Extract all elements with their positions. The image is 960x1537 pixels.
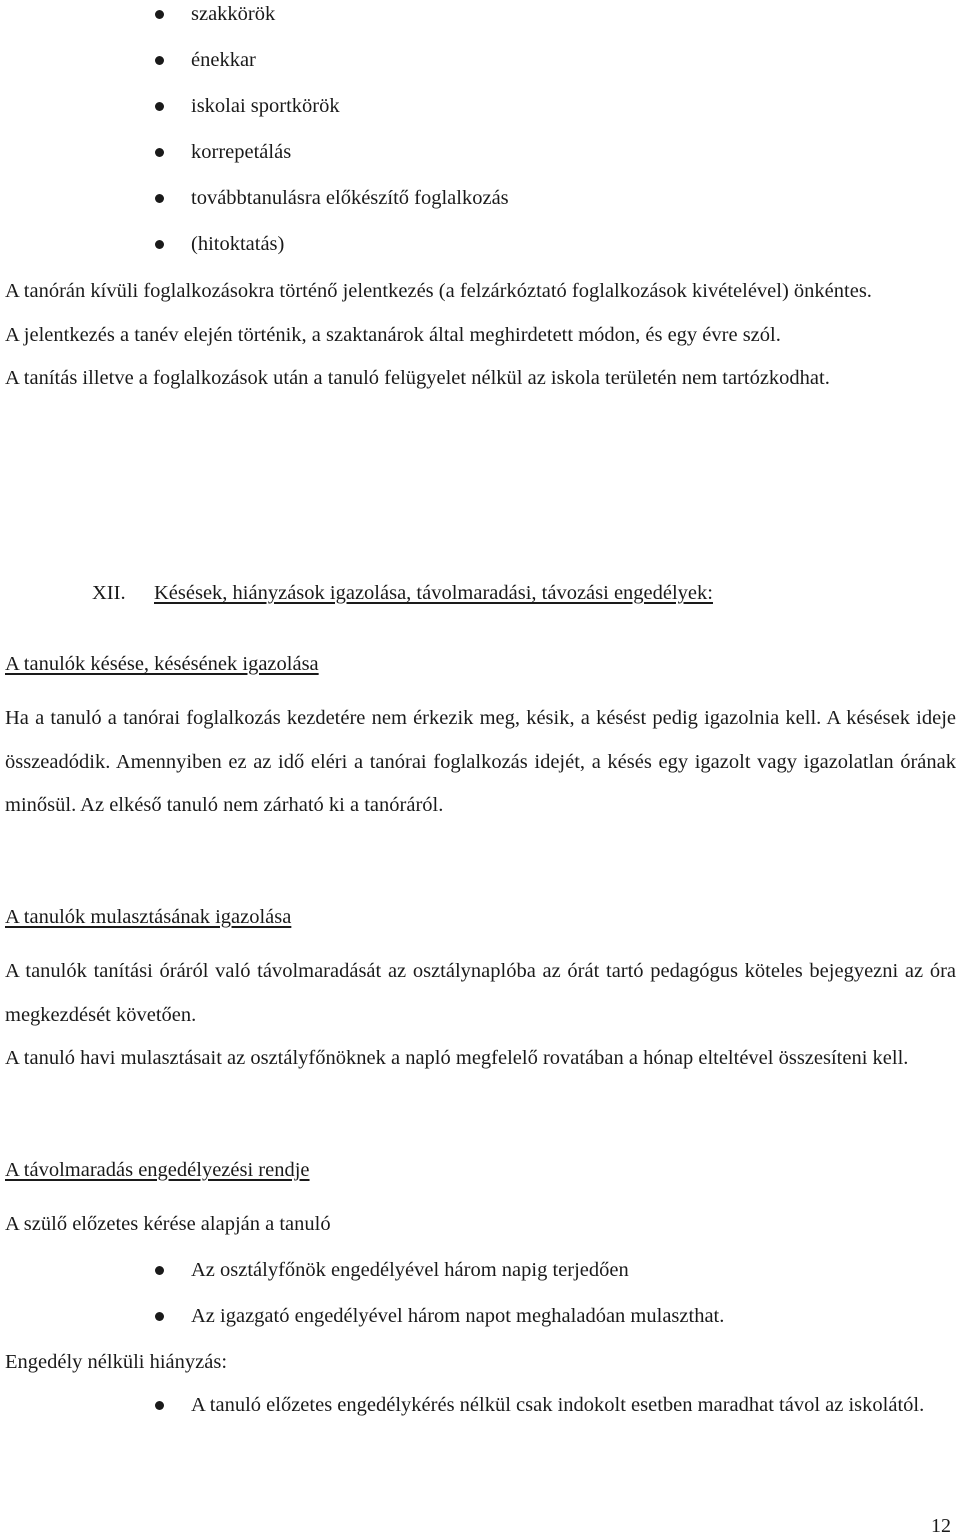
unauthorized-list <box>5 1384 956 1428</box>
permission-heading: A távolmaradás engedélyezési rendje <box>5 1159 310 1181</box>
list-item: (hitoktatás) <box>5 230 956 276</box>
list-item: korrepetálás <box>5 138 956 184</box>
page-number: 12 <box>931 1515 951 1537</box>
document-page <box>5 0 956 1537</box>
lateness-heading: A tanulók késése, késésének igazolása <box>5 653 319 675</box>
list-item: A tanuló előzetes engedélykérés nélkül csak indokolt esetben maradhat távol az iskolától. <box>5 1384 956 1428</box>
paragraph: A tanulók tanítási óráról való távolmaradását az osztálynaplóba az órát tartó pedagógus köteles bejegyezni az óra megkezdését követően. <box>5 960 956 1026</box>
absence-text-block <box>5 950 956 1081</box>
paragraph: A tanórán kívüli foglalkozásokra történő jelentkezés (a felzárkóztató foglalkozások kivételével) önkéntes. <box>5 280 872 302</box>
permission-intro: A szülő előzetes kérése alapján a tanuló <box>5 1213 331 1235</box>
paragraph: A tanítás illetve a foglalkozások után a tanuló felügyelet nélkül az iskola területén nem tartózkodhat. <box>5 367 830 389</box>
section-heading <box>92 579 713 607</box>
activities-list <box>5 0 956 276</box>
list-item: továbbtanulásra előkészítő foglalkozás <box>5 184 956 230</box>
list-item: iskolai sportkörök <box>5 92 956 138</box>
permission-list <box>5 1256 956 1348</box>
unauthorized-label: Engedély nélküli hiányzás: <box>5 1351 228 1373</box>
paragraph: A jelentkezés a tanév elején történik, a szaktanárok által meghirdetett módon, és egy évre szól. <box>5 323 781 346</box>
list-item: Az igazgató engedélyével három napot meghaladóan mulaszthat. <box>5 1302 956 1348</box>
list-item: Az osztályfőnök engedélyével három napig terjedően <box>5 1256 956 1302</box>
lateness-text-block <box>5 697 956 828</box>
section-number: XII. <box>92 582 126 604</box>
list-item: énekkar <box>5 46 956 92</box>
section-title: Késések, hiányzások igazolása, távolmaradási, távozási engedélyek: <box>154 582 713 604</box>
paragraph: Ha a tanuló a tanórai foglalkozás kezdetére nem érkezik meg, késik, a késést pedig igazolnia kell. A késések ideje összeadódik. Amennyiben ez az idő eléri a tanórai foglalkozás idejét, a késés egy igazolt vagy igazolatlan órának minősül. Az elkéső tanuló nem zárható ki a tanóráról. <box>5 707 956 816</box>
absence-heading: A tanulók mulasztásának igazolása <box>5 906 292 928</box>
list-item: szakkörök <box>5 0 956 46</box>
intro-paragraphs <box>5 270 956 401</box>
paragraph: A tanuló havi mulasztásait az osztályfőnöknek a napló megfelelő rovatában a hónap elteltével összesíteni kell. <box>5 1047 909 1069</box>
